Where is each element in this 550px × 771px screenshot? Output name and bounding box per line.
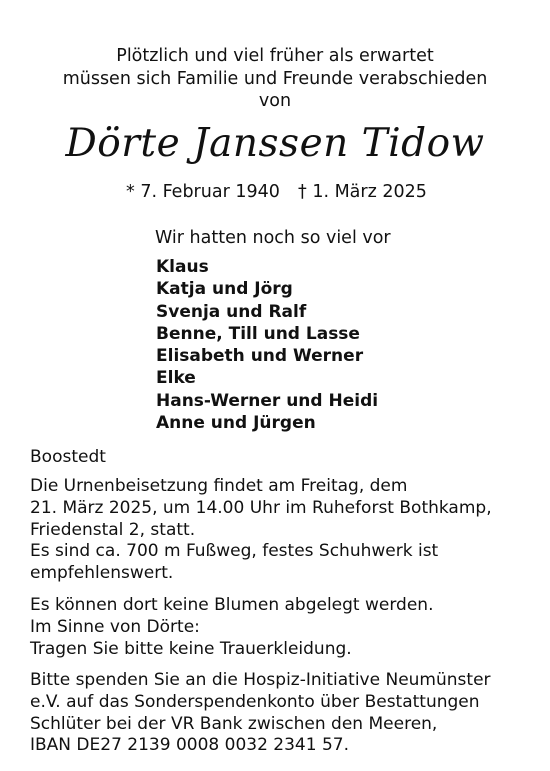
mourner-name: Elisabeth und Werner <box>156 346 364 367</box>
donation-line: Schlüter bei der VR Bank zwischen den Meeren, <box>30 713 438 734</box>
death-date: † 1. März 2025 <box>298 182 427 202</box>
donation-line: IBAN DE27 2139 0008 0032 2341 57. <box>30 735 349 756</box>
mourner-name: Klaus <box>156 257 209 277</box>
mourner-name: Katja und Jörg <box>156 279 293 300</box>
request-line: Im Sinne von Dörte: <box>30 616 200 637</box>
donation-info <box>30 670 491 757</box>
life-dates <box>0 180 550 204</box>
motto-text: Wir hatten noch so viel vor <box>155 228 391 248</box>
requests-info <box>30 595 433 660</box>
funeral-line: Friedenstal 2, statt. <box>30 519 196 540</box>
deceased-name: Dörte Janssen Tidow <box>65 121 485 166</box>
donation-line: Bitte spenden Sie an die Hospiz-Initiative Neumünster <box>30 670 491 690</box>
request-line: Es können dort keine Blumen abgelegt werden. <box>30 595 434 615</box>
place-name: Boostedt <box>30 447 106 467</box>
intro-line: von <box>258 91 292 111</box>
intro-text <box>0 45 550 113</box>
donation-line: e.V. auf das Sonderspendenkonto über Bestattungen <box>30 691 480 712</box>
mourner-name: Anne und Jürgen <box>156 413 316 434</box>
funeral-line: empfehlenswert. <box>30 563 174 584</box>
funeral-info <box>30 476 492 585</box>
funeral-line: Es sind ca. 700 m Fußweg, festes Schuhwerk ist <box>30 541 439 562</box>
mourner-name: Elke <box>156 368 196 389</box>
mourner-name: Svenja und Ralf <box>156 301 307 322</box>
funeral-line: Die Urnenbeisetzung findet am Freitag, dem <box>30 476 408 496</box>
birth-date: * 7. Februar 1940 <box>126 182 280 202</box>
mourners-list <box>156 256 378 434</box>
intro-line: müssen sich Familie und Freunde verabschieden <box>62 68 488 89</box>
intro-line: Plötzlich und viel früher als erwartet <box>116 46 434 66</box>
funeral-line: 21. März 2025, um 14.00 Uhr im Ruheforst Bothkamp, <box>30 497 492 518</box>
request-line: Tragen Sie bitte keine Trauerkleidung. <box>30 638 352 659</box>
mourner-name: Benne, Till und Lasse <box>156 323 360 344</box>
mourner-name: Hans-Werner und Heidi <box>156 390 379 411</box>
